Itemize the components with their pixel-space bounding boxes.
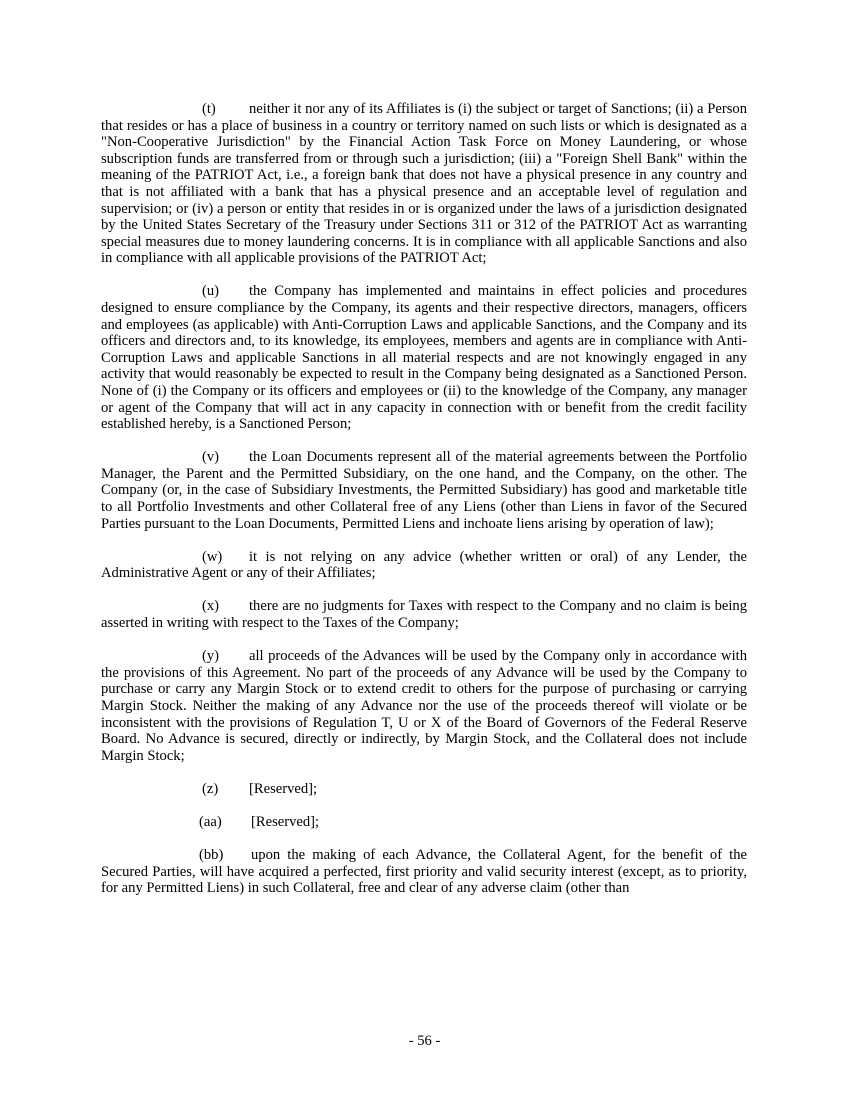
clause-v	[101, 449, 747, 532]
clause-text: upon the making of each Advance, the Collateral Agent, for the benefit of the Secured Parties, will have acquired a perfected, first priority and valid security interest (except, as to priority, for any Permitted Liens) in such Collateral, free and clear of any adverse claim (other than	[101, 846, 747, 897]
clause-text: [Reserved];	[249, 780, 318, 797]
clause-text: it is not relying on any advice (whether written or oral) of any Lender, the Administrative Agent or any of their Affiliates;	[101, 548, 747, 582]
document-page	[101, 101, 747, 913]
page-number: - 56 -	[408, 1033, 441, 1049]
clause-label: (aa)	[199, 813, 222, 830]
clause-text: there are no judgments for Taxes with respect to the Company and no claim is being asserted in writing with respect to the Taxes of the Company;	[101, 598, 747, 632]
clause-label: (z)	[202, 780, 219, 797]
clause-label: (u)	[202, 283, 220, 300]
clause-text: the Company has implemented and maintains in effect policies and procedures designed to ensure compliance by the Company, its agents and their respective directors, managers, officers and employees (as applicable) with Anti-Corruption Laws and applicable Sanctions, and the Company and its officers and directors and, to its knowledge, its employees, members and agents are in compliance with Anti-Corruption Laws and applicable Sanctions in all material respects and are not knowingly engaged in any activity that would reasonably be expected to result in the Company being designated as a Sanctioned Person. None of (i) the Company or its officers and employees or (ii) to the knowledge of the Company, any manager or agent of the Company that will act in any capacity in connection with or benefit from the credit facility established hereby, is a Sanctioned Person;	[101, 283, 747, 433]
clause-label: (bb)	[199, 846, 224, 863]
clause-label: (w)	[202, 548, 223, 565]
clause-y	[101, 648, 747, 764]
clause-label: (x)	[202, 598, 220, 615]
clause-t	[101, 101, 747, 267]
clause-text: neither it nor any of its Affiliates is (i) the subject or target of Sanctions; (ii) a Person that resides or has a place of business in a country or territory named on such lists or which is designated as a "Non-Cooperative Jurisdiction" by the Financial Action Task Force on Money Laundering, or whose subscription funds are transferred from or through such a jurisdiction; (iii) a "Foreign Shell Bank" within the meaning of the PATRIOT Act, i.e., a foreign bank that does not have a physical presence in any country and that is not affiliated with a bank that has a physical presence and an acceptable level of regulation and supervision; or (iv) a person or entity that resides in or is organized under the laws of a jurisdiction designated by the United States Secretary of the Treasury under Sections 311 or 312 of the PATRIOT Act as warranting special measures due to money laundering concerns. It is in compliance with all applicable Sanctions and also in compliance with all applicable provisions of the PATRIOT Act;	[101, 101, 747, 267]
clause-text: the Loan Documents represent all of the material agreements between the Portfolio Manager, the Parent and the Permitted Subsidiary, on the one hand, and the Company, on the other. The Company (or, in the case of Subsidiary Investments, the Permitted Subsidiary) has good and marketable title to all Portfolio Investments and other Collateral free of any Liens (other than Liens in favor of the Secured Parties pursuant to the Loan Documents, Permitted Liens and inchoate liens arising by operation of law);	[101, 449, 747, 532]
clause-aa	[101, 814, 747, 831]
clause-text: all proceeds of the Advances will be used by the Company only in accordance with the provisions of this Agreement. No part of the proceeds of any Advance will be used by the Company to purchase or carry any Margin Stock or to extend credit to others for the purpose of purchasing or carrying Margin Stock. Neither the making of any Advance nor the use of the proceeds thereof will violate or be inconsistent with the provisions of Regulation T, U or X of the Board of Governors of the Federal Reserve Board. No Advance is secured, directly or indirectly, by Margin Stock, and the Collateral does not include Margin Stock;	[101, 648, 747, 764]
clause-x	[101, 598, 747, 631]
clause-w	[101, 549, 747, 582]
clause-u	[101, 283, 747, 432]
clause-label: (t)	[202, 101, 216, 117]
clause-text: [Reserved];	[251, 813, 320, 830]
clause-bb	[101, 847, 747, 897]
clause-z	[101, 781, 747, 798]
clause-label: (v)	[202, 449, 220, 466]
clause-label: (y)	[202, 648, 220, 665]
